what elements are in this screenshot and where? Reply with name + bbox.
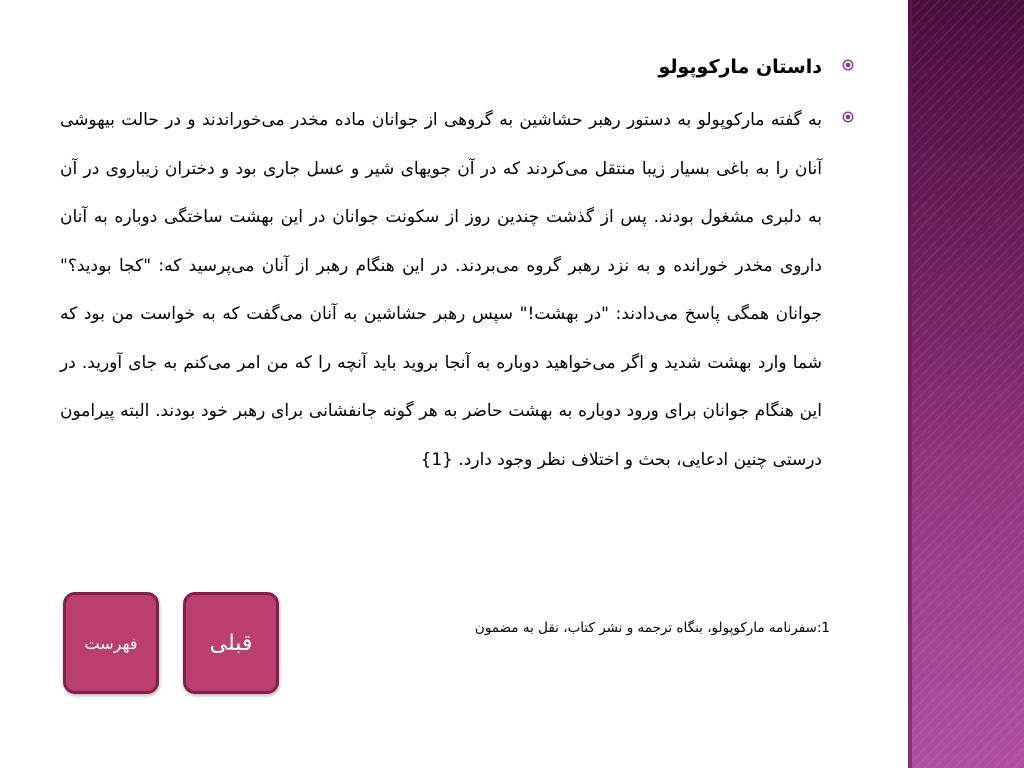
circle-bullet-icon: [842, 59, 854, 71]
decorative-sidebar: [912, 0, 1024, 768]
circle-bullet-icon: [842, 111, 854, 123]
previous-button[interactable]: قبلی: [183, 592, 279, 694]
index-button[interactable]: فهرست: [63, 592, 159, 694]
slide-content: [60, 44, 860, 484]
footnote: 1:سفرنامه مارکوپولو، بنگاه ترجمه و نشر کتاب، نقل به مضمون: [474, 620, 830, 636]
title-bullet-row: [60, 44, 860, 90]
slide-title: داستان مارکوپولو: [658, 56, 822, 78]
sidebar-stripe-pattern: [912, 0, 1024, 768]
body-bullet-row: [60, 96, 860, 484]
slide-body-text: به گفته مارکوپولو به دستور رهبر حشاشین به گروهی از جوانان ماده مخدر می‌خوراندند و در حالت بیهوشی آنان را به باغی بسیار زیبا منتقل می‌کردند که در آن جویهای شیر و عسل جاری بود و دختران زیباروی در آن به دلبری مشغول بودند. پس از گذشت چندین روز از سکونت جوانان در این بهشت ساختگی دوباره به آنان داروی مخدر خورانده و به نزد رهبر گروه می‌بردند. در این هنگام رهبر از آنان می‌پرسید که: "کجا بودید؟" جوانان همگی پاسخ می‌دادند: "در بهشت!" سپس رهبر حشاشین به آنان می‌گفت که به خواست من بود که شما وارد بهشت شدید و اگر می‌خواهید دوباره به آنجا بروید باید آنچه را که من امر می‌کنم به جای آورید. در این هنگام جوانان برای ورود دوباره به بهشت حاضر به هر گونه جانفشانی برای رهبر خود بودند. البته پیرامون درستی چنین ادعایی، بحث و اختلاف نظر وجود دارد. {1}: [60, 110, 822, 470]
